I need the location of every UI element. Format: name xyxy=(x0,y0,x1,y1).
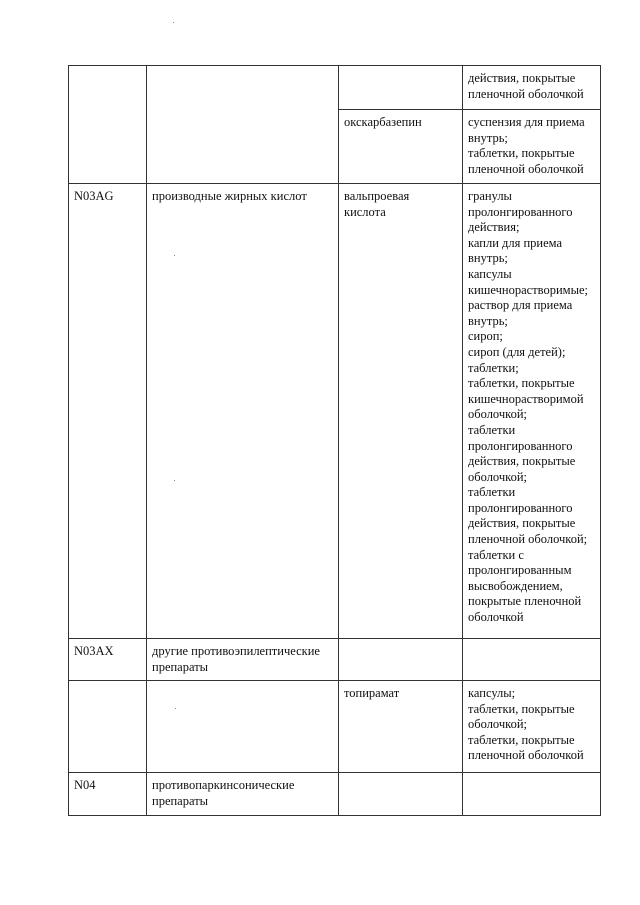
group-line: противопаркинсонические xyxy=(152,778,295,792)
form-line: действия; xyxy=(468,220,520,235)
form-line: таблетки, покрытые xyxy=(468,376,575,391)
table-row xyxy=(69,184,601,639)
form-line: покрытые пленочной xyxy=(468,594,582,609)
form-line: таблетки xyxy=(468,485,516,500)
dosage-forms-cell xyxy=(463,681,601,773)
group-line: другие противоэпилептические xyxy=(152,644,320,658)
form-line: кишечнорастворимой xyxy=(468,391,584,406)
form-line: действия, покрытые xyxy=(468,71,576,85)
form-line: пленочной оболочкой xyxy=(468,86,584,101)
atc-code-cell xyxy=(69,681,147,773)
form-line: суспензия для приема xyxy=(468,115,585,129)
drug-classification-table xyxy=(68,65,601,816)
form-line: пролонгированным xyxy=(468,563,572,578)
form-line: кишечнорастворимые; xyxy=(468,282,588,297)
substance-line: вальпроевая xyxy=(344,189,410,203)
substance-cell xyxy=(339,639,463,681)
form-line: внутрь; xyxy=(468,251,508,266)
form-line: сироп (для детей); xyxy=(468,344,566,359)
dosage-forms-cell xyxy=(463,639,601,681)
form-line: пленочной оболочкой xyxy=(468,748,584,763)
form-line: капсулы xyxy=(468,266,512,281)
table-row xyxy=(69,681,601,773)
form-line: высвобождением, xyxy=(468,578,563,593)
substance-cell: окскарбазепин xyxy=(339,110,463,184)
form-line: оболочкой; xyxy=(468,469,527,484)
form-line: таблетки, покрытые xyxy=(468,146,575,161)
group-line: препараты xyxy=(152,659,209,674)
form-line: сироп; xyxy=(468,329,503,344)
form-line: таблетки; xyxy=(468,360,519,375)
form-line: действия, покрытые xyxy=(468,516,576,531)
form-line: пленочной оболочкой xyxy=(468,161,584,176)
form-line: внутрь; xyxy=(468,130,508,145)
group-name-cell xyxy=(147,681,339,773)
form-line: оболочкой xyxy=(468,610,524,625)
dosage-forms-cell xyxy=(463,773,601,816)
form-line: таблетки, покрытые xyxy=(468,701,575,716)
substance-cell: топирамат xyxy=(339,681,463,773)
group-line: препараты xyxy=(152,793,209,808)
form-line: оболочкой; xyxy=(468,407,527,422)
form-line: капсулы; xyxy=(468,686,516,700)
table-row xyxy=(69,773,601,816)
form-line: капли для приема xyxy=(468,235,563,250)
form-line: таблетки xyxy=(468,422,516,437)
form-line: раствор для приема xyxy=(468,298,573,313)
dosage-forms-cell xyxy=(463,110,601,184)
form-line: оболочкой; xyxy=(468,717,527,732)
substance-cell xyxy=(339,773,463,816)
table-row xyxy=(69,639,601,681)
form-line: пролонгированного xyxy=(468,438,573,453)
form-line: гранулы xyxy=(468,189,512,203)
form-line: таблетки, покрытые xyxy=(468,732,575,747)
form-line: пролонгированного xyxy=(468,204,573,219)
group-name-cell xyxy=(147,773,339,816)
group-name-cell: производные жирных кислот xyxy=(147,184,339,639)
form-line: таблетки с xyxy=(468,547,524,562)
dosage-forms-cell xyxy=(463,66,601,110)
scan-speck xyxy=(173,22,174,23)
form-line: внутрь; xyxy=(468,313,508,328)
substance-cell xyxy=(339,184,463,639)
form-line: пленочной оболочкой; xyxy=(468,532,588,547)
atc-code-cell: N03AX xyxy=(69,639,147,681)
substance-line: кислота xyxy=(344,204,386,219)
substance-cell xyxy=(339,66,463,110)
group-name-cell xyxy=(147,639,339,681)
form-line: действия, покрытые xyxy=(468,454,576,469)
atc-code-cell: N04 xyxy=(69,773,147,816)
table-row xyxy=(69,66,601,110)
form-line: пролонгированного xyxy=(468,500,573,515)
group-name-cell xyxy=(147,66,339,184)
atc-code-cell: N03AG xyxy=(69,184,147,639)
atc-code-cell xyxy=(69,66,147,184)
dosage-forms-cell xyxy=(463,184,601,639)
